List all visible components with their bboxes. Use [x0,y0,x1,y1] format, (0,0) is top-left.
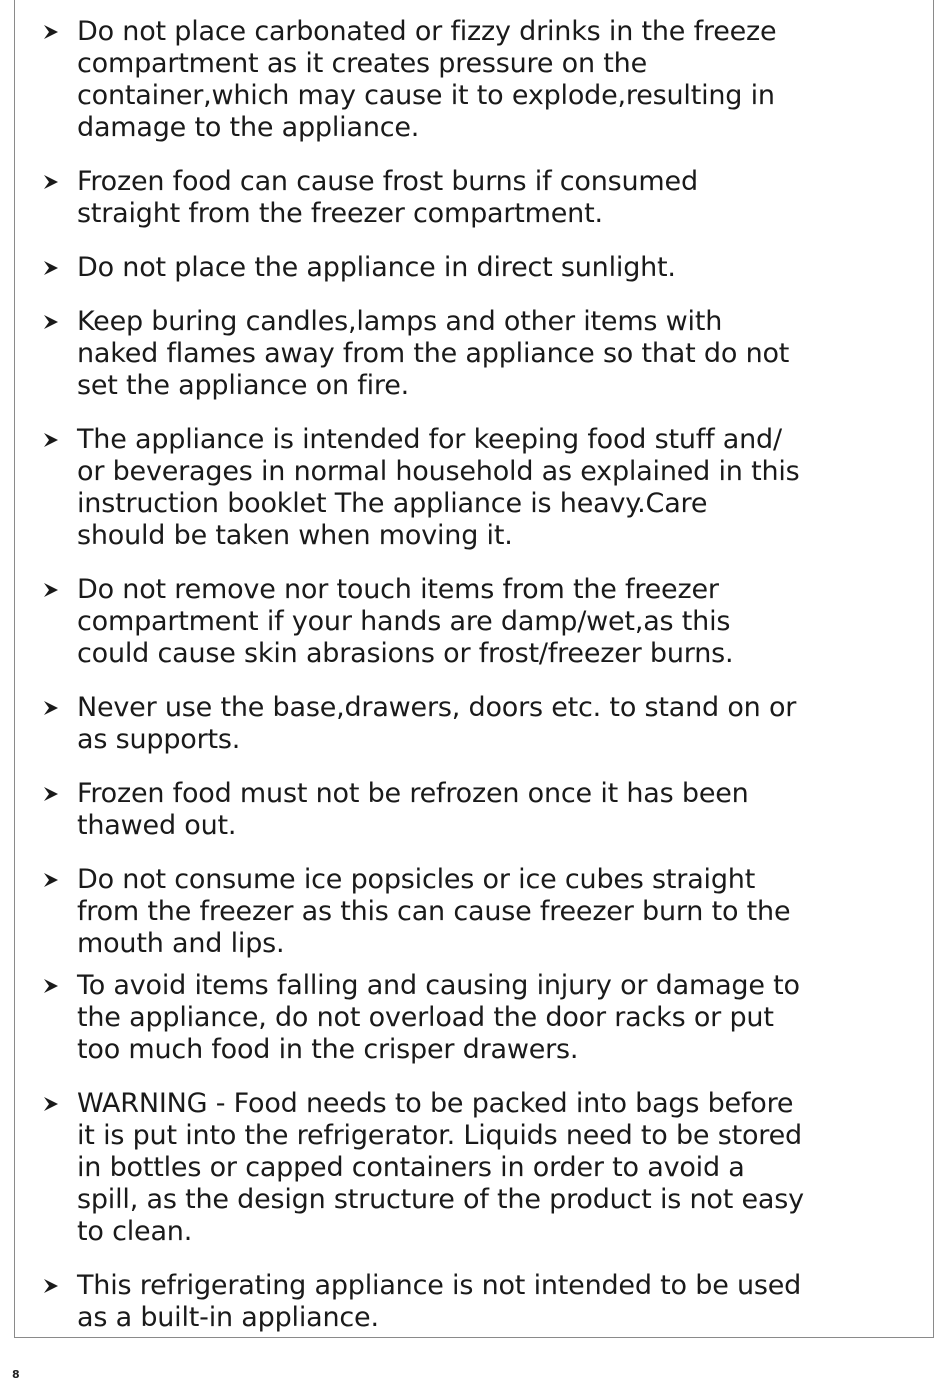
arrowhead-bullet-icon [43,978,59,994]
arrowhead-bullet-icon [43,24,59,40]
arrowhead-bullet-icon [43,1278,59,1294]
arrowhead-bullet-icon [43,1096,59,1112]
arrowhead-bullet-icon [43,700,59,716]
instruction-text: Do not remove nor touch items from the freezer compartment if your hands are damp/wet,as this could cause skin abrasions or frost/freezer burns. [77,574,734,669]
arrowhead-bullet-icon [43,872,59,888]
arrowhead-bullet-icon [43,432,59,448]
instruction-text: The appliance is intended for keeping food stuff and/ or beverages in normal household as explained in this instruction booklet The appliance is heavy.Care should be taken when moving it. [77,424,800,551]
arrowhead-bullet-icon [43,174,59,190]
arrowhead-bullet-icon [43,260,59,276]
instruction-text: Frozen food can cause frost burns if consumed straight from the freezer compartment. [77,166,698,229]
instruction-text: Do not consume ice popsicles or ice cubes straight from the freezer as this can cause freezer burn to the mouth and lips. [77,864,791,959]
instruction-text: To avoid items falling and causing injury or damage to the appliance, do not overload the door racks or put too much food in the crisper drawers. [77,970,800,1065]
arrowhead-bullet-icon [43,582,59,598]
page-number: 8 [12,1368,20,1381]
content-frame [14,0,934,1338]
arrowhead-bullet-icon [43,786,59,802]
instruction-text: This refrigerating appliance is not intended to be used as a built-in appliance. [77,1270,802,1333]
instruction-text: Do not place the appliance in direct sunlight. [77,252,676,283]
arrowhead-bullet-icon [43,314,59,330]
instruction-text: Keep buring candles,lamps and other items with naked flames away from the appliance so that do not set the appliance on fire. [77,306,790,401]
instruction-text: Never use the base,drawers, doors etc. to stand on or as supports. [77,692,797,755]
instruction-text: WARNING - Food needs to be packed into bags before it is put into the refrigerator. Liquids need to be stored in bottles or capped containers in order to avoid a spill, as the design structure of the product is not easy to clean. [77,1088,804,1247]
instruction-text: Do not place carbonated or fizzy drinks in the freeze compartment as it creates pressure on the container,which may cause it to explode,resulting in damage to the appliance. [77,16,777,143]
instruction-text: Frozen food must not be refrozen once it has been thawed out. [77,778,749,841]
